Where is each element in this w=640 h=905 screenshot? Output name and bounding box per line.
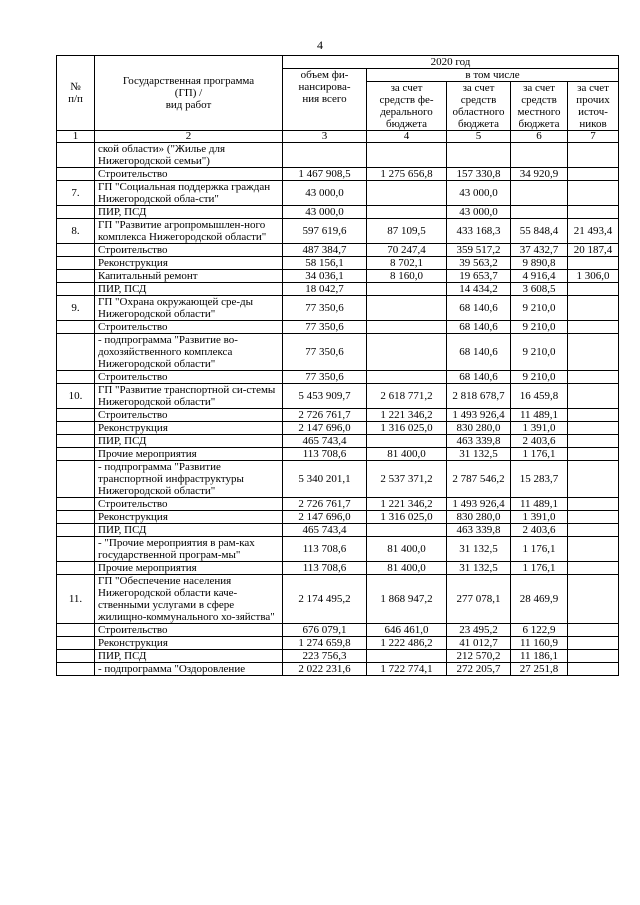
row-local: 9 890,8 (511, 257, 568, 270)
row-name: Реконструкция (95, 637, 283, 650)
row-regional (447, 143, 511, 168)
row-local: 9 210,0 (511, 321, 568, 334)
row-number (57, 143, 95, 168)
row-regional: 463 339,8 (447, 524, 511, 537)
row-federal: 1 221 346,2 (367, 409, 447, 422)
table-row (57, 562, 619, 575)
row-other (568, 650, 619, 663)
row-regional: 1 493 926,4 (447, 498, 511, 511)
row-federal (367, 435, 447, 448)
row-number (57, 206, 95, 219)
row-name: Реконструкция (95, 257, 283, 270)
index-cell: 7 (568, 131, 619, 143)
row-other (568, 537, 619, 562)
row-total (283, 143, 367, 168)
row-name: - подпрограмма "Развитие транспортной инфраструктуры Нижегородской области" (95, 461, 283, 498)
row-local (511, 143, 568, 168)
header-year: 2020 год (283, 56, 619, 69)
page-number: 4 (317, 38, 323, 52)
row-local: 15 283,7 (511, 461, 568, 498)
row-name: - подпрограмма "Развитие во-дохозяйственного комплекса Нижегородской области" (95, 334, 283, 371)
row-total: 465 743,4 (283, 435, 367, 448)
header-incl: в том числе (367, 69, 619, 82)
row-name: Строительство (95, 321, 283, 334)
row-other (568, 206, 619, 219)
row-name: - "Прочие мероприятия в рам-ках государственной програм-мы" (95, 537, 283, 562)
row-name: ГП "Развитие транспортной си-стемы Нижегородской области" (95, 384, 283, 409)
row-number (57, 321, 95, 334)
header-local: за счет средств местного бюджета (511, 82, 568, 131)
row-local: 55 848,4 (511, 219, 568, 244)
row-name: Реконструкция (95, 422, 283, 435)
row-federal: 8 702,1 (367, 257, 447, 270)
row-total: 2 022 231,6 (283, 663, 367, 676)
table-row (57, 257, 619, 270)
row-other (568, 321, 619, 334)
row-name: ГП "Охрана окружающей сре-ды Нижегородской области" (95, 296, 283, 321)
row-name: - подпрограмма "Оздоровление (95, 663, 283, 676)
row-number: 10. (57, 384, 95, 409)
row-number (57, 409, 95, 422)
row-number (57, 498, 95, 511)
table-row (57, 511, 619, 524)
table-row (57, 181, 619, 206)
row-federal: 646 461,0 (367, 624, 447, 637)
row-number (57, 257, 95, 270)
row-federal (367, 321, 447, 334)
row-local: 1 176,1 (511, 448, 568, 461)
table-row (57, 384, 619, 409)
row-federal: 70 247,4 (367, 244, 447, 257)
row-name: Капитальный ремонт (95, 270, 283, 283)
row-name: Строительство (95, 498, 283, 511)
row-number (57, 283, 95, 296)
index-cell: 2 (95, 131, 283, 143)
row-total: 1 467 908,5 (283, 168, 367, 181)
row-name: Строительство (95, 409, 283, 422)
table-row (57, 524, 619, 537)
row-other (568, 283, 619, 296)
table-row (57, 435, 619, 448)
row-number (57, 637, 95, 650)
row-local: 1 176,1 (511, 562, 568, 575)
header-row-1 (57, 56, 619, 69)
table-row (57, 296, 619, 321)
row-total: 43 000,0 (283, 206, 367, 219)
row-total: 77 350,6 (283, 296, 367, 321)
row-federal (367, 371, 447, 384)
row-local: 27 251,8 (511, 663, 568, 676)
row-name: ГП "Развитие агропромышлен-ного комплекса Нижегородской области" (95, 219, 283, 244)
row-other (568, 296, 619, 321)
row-total: 5 340 201,1 (283, 461, 367, 498)
row-regional: 830 280,0 (447, 511, 511, 524)
row-other (568, 524, 619, 537)
row-other (568, 511, 619, 524)
row-regional: 43 000,0 (447, 181, 511, 206)
row-number (57, 562, 95, 575)
row-other (568, 461, 619, 498)
row-local: 1 176,1 (511, 537, 568, 562)
table-row (57, 422, 619, 435)
row-federal: 81 400,0 (367, 448, 447, 461)
table-row (57, 321, 619, 334)
row-federal (367, 206, 447, 219)
row-regional: 68 140,6 (447, 321, 511, 334)
row-regional: 31 132,5 (447, 562, 511, 575)
row-local: 9 210,0 (511, 334, 568, 371)
row-other (568, 422, 619, 435)
row-number (57, 334, 95, 371)
row-other (568, 168, 619, 181)
row-other (568, 334, 619, 371)
row-other (568, 257, 619, 270)
row-number (57, 537, 95, 562)
row-federal: 2 537 371,2 (367, 461, 447, 498)
table-row (57, 219, 619, 244)
row-total: 2 174 495,2 (283, 575, 367, 624)
row-regional: 2 787 546,2 (447, 461, 511, 498)
table-row (57, 575, 619, 624)
row-other (568, 663, 619, 676)
table-row (57, 371, 619, 384)
row-federal: 1 221 346,2 (367, 498, 447, 511)
table-row (57, 270, 619, 283)
row-regional: 463 339,8 (447, 435, 511, 448)
row-number (57, 244, 95, 257)
table-row (57, 537, 619, 562)
row-total: 2 147 696,0 (283, 511, 367, 524)
table-row (57, 663, 619, 676)
header-index-row (57, 131, 619, 143)
table-row (57, 461, 619, 498)
row-number (57, 524, 95, 537)
row-number (57, 422, 95, 435)
row-local: 11 160,9 (511, 637, 568, 650)
row-number: 8. (57, 219, 95, 244)
row-total: 5 453 909,7 (283, 384, 367, 409)
table-row (57, 244, 619, 257)
row-local: 37 432,7 (511, 244, 568, 257)
row-name: ской области» ("Жилье для Нижегородской семьи") (95, 143, 283, 168)
row-federal: 81 400,0 (367, 537, 447, 562)
table-row (57, 168, 619, 181)
index-cell: 3 (283, 131, 367, 143)
row-other (568, 181, 619, 206)
row-federal (367, 283, 447, 296)
row-name: ПИР, ПСД (95, 283, 283, 296)
row-number (57, 663, 95, 676)
row-total: 113 708,6 (283, 448, 367, 461)
row-federal (367, 296, 447, 321)
row-local: 16 459,8 (511, 384, 568, 409)
row-regional: 19 653,7 (447, 270, 511, 283)
row-federal (367, 143, 447, 168)
row-total: 223 756,3 (283, 650, 367, 663)
row-local: 34 920,9 (511, 168, 568, 181)
index-cell: 1 (57, 131, 95, 143)
row-name: ПИР, ПСД (95, 206, 283, 219)
row-total: 77 350,6 (283, 321, 367, 334)
row-name: ГП "Обеспечение населения Нижегородской области каче-ственными услугами в сфере жилищно-коммунального хо-зяйства" (95, 575, 283, 624)
row-local (511, 181, 568, 206)
row-local: 9 210,0 (511, 296, 568, 321)
row-number (57, 461, 95, 498)
row-name: Строительство (95, 244, 283, 257)
row-number (57, 511, 95, 524)
row-local (511, 206, 568, 219)
row-number (57, 624, 95, 637)
row-regional: 277 078,1 (447, 575, 511, 624)
row-total: 2 726 761,7 (283, 409, 367, 422)
row-regional: 31 132,5 (447, 448, 511, 461)
row-federal: 1 316 025,0 (367, 511, 447, 524)
row-number (57, 371, 95, 384)
row-total: 77 350,6 (283, 334, 367, 371)
row-other (568, 498, 619, 511)
row-regional: 1 493 926,4 (447, 409, 511, 422)
table-row (57, 206, 619, 219)
row-regional: 14 434,2 (447, 283, 511, 296)
row-local: 11 489,1 (511, 498, 568, 511)
row-other: 1 306,0 (568, 270, 619, 283)
row-number (57, 168, 95, 181)
row-local: 11 186,1 (511, 650, 568, 663)
row-number: 9. (57, 296, 95, 321)
row-federal: 1 316 025,0 (367, 422, 447, 435)
row-regional: 68 140,6 (447, 334, 511, 371)
row-local: 9 210,0 (511, 371, 568, 384)
row-name: ПИР, ПСД (95, 435, 283, 448)
row-total: 487 384,7 (283, 244, 367, 257)
row-other (568, 371, 619, 384)
row-total: 18 042,7 (283, 283, 367, 296)
row-name: Реконструкция (95, 511, 283, 524)
table-row (57, 498, 619, 511)
row-regional: 23 495,2 (447, 624, 511, 637)
row-total: 58 156,1 (283, 257, 367, 270)
row-total: 113 708,6 (283, 562, 367, 575)
row-federal: 81 400,0 (367, 562, 447, 575)
row-federal (367, 650, 447, 663)
financing-table (56, 55, 619, 676)
row-local: 28 469,9 (511, 575, 568, 624)
table-row (57, 334, 619, 371)
row-other (568, 143, 619, 168)
row-other (568, 637, 619, 650)
row-total: 77 350,6 (283, 371, 367, 384)
row-total: 597 619,6 (283, 219, 367, 244)
row-other (568, 575, 619, 624)
header-col-program: Государственная программа (ГП) / вид работ (95, 56, 283, 131)
row-total: 113 708,6 (283, 537, 367, 562)
row-number (57, 448, 95, 461)
row-local: 4 916,4 (511, 270, 568, 283)
row-regional: 2 818 678,7 (447, 384, 511, 409)
row-total: 43 000,0 (283, 181, 367, 206)
table-row (57, 409, 619, 422)
row-federal: 1 868 947,2 (367, 575, 447, 624)
row-total: 2 726 761,7 (283, 498, 367, 511)
row-total: 676 079,1 (283, 624, 367, 637)
row-regional: 272 205,7 (447, 663, 511, 676)
row-regional: 433 168,3 (447, 219, 511, 244)
index-cell: 4 (367, 131, 447, 143)
row-federal: 87 109,5 (367, 219, 447, 244)
row-regional: 31 132,5 (447, 537, 511, 562)
row-federal: 1 275 656,8 (367, 168, 447, 181)
row-regional: 359 517,2 (447, 244, 511, 257)
header-other: за счет прочих источ- ников (568, 82, 619, 131)
row-total: 465 743,4 (283, 524, 367, 537)
row-other: 21 493,4 (568, 219, 619, 244)
row-total: 34 036,1 (283, 270, 367, 283)
row-local: 1 391,0 (511, 422, 568, 435)
table-row (57, 143, 619, 168)
row-number: 11. (57, 575, 95, 624)
row-regional: 68 140,6 (447, 296, 511, 321)
row-federal: 1 222 486,2 (367, 637, 447, 650)
row-number (57, 435, 95, 448)
row-regional: 43 000,0 (447, 206, 511, 219)
index-cell: 5 (447, 131, 511, 143)
table-body (57, 143, 619, 676)
row-name: ПИР, ПСД (95, 650, 283, 663)
row-total: 1 274 659,8 (283, 637, 367, 650)
row-name: Прочие мероприятия (95, 562, 283, 575)
row-regional: 830 280,0 (447, 422, 511, 435)
row-federal: 1 722 774,1 (367, 663, 447, 676)
row-federal (367, 524, 447, 537)
row-regional: 41 012,7 (447, 637, 511, 650)
row-other (568, 435, 619, 448)
row-other (568, 624, 619, 637)
row-regional: 39 563,2 (447, 257, 511, 270)
row-federal (367, 181, 447, 206)
row-other (568, 384, 619, 409)
row-number (57, 650, 95, 663)
row-federal: 8 160,0 (367, 270, 447, 283)
row-local: 11 489,1 (511, 409, 568, 422)
row-local: 6 122,9 (511, 624, 568, 637)
row-local: 2 403,6 (511, 435, 568, 448)
row-federal: 2 618 771,2 (367, 384, 447, 409)
row-regional: 212 570,2 (447, 650, 511, 663)
table-row (57, 448, 619, 461)
row-federal (367, 334, 447, 371)
header-col-no: № п/п (57, 56, 95, 131)
row-other (568, 448, 619, 461)
row-name: ГП "Социальная поддержка граждан Нижегородской обла-сти" (95, 181, 283, 206)
header-total: объем фи- нансирова- ния всего (283, 69, 367, 131)
row-total: 2 147 696,0 (283, 422, 367, 435)
row-number (57, 270, 95, 283)
table-row (57, 650, 619, 663)
row-name: Строительство (95, 624, 283, 637)
row-local: 1 391,0 (511, 511, 568, 524)
table-row (57, 637, 619, 650)
row-regional: 157 330,8 (447, 168, 511, 181)
row-name: Строительство (95, 371, 283, 384)
row-local: 2 403,6 (511, 524, 568, 537)
row-other (568, 562, 619, 575)
table-row (57, 283, 619, 296)
row-local: 3 608,5 (511, 283, 568, 296)
header-regional: за счет средств областного бюджета (447, 82, 511, 131)
index-cell: 6 (511, 131, 568, 143)
row-name: ПИР, ПСД (95, 524, 283, 537)
row-name: Прочие мероприятия (95, 448, 283, 461)
table-row (57, 624, 619, 637)
row-name: Строительство (95, 168, 283, 181)
row-other: 20 187,4 (568, 244, 619, 257)
row-number: 7. (57, 181, 95, 206)
header-federal: за счет средств фе- дерального бюджета (367, 82, 447, 131)
row-other (568, 409, 619, 422)
row-regional: 68 140,6 (447, 371, 511, 384)
